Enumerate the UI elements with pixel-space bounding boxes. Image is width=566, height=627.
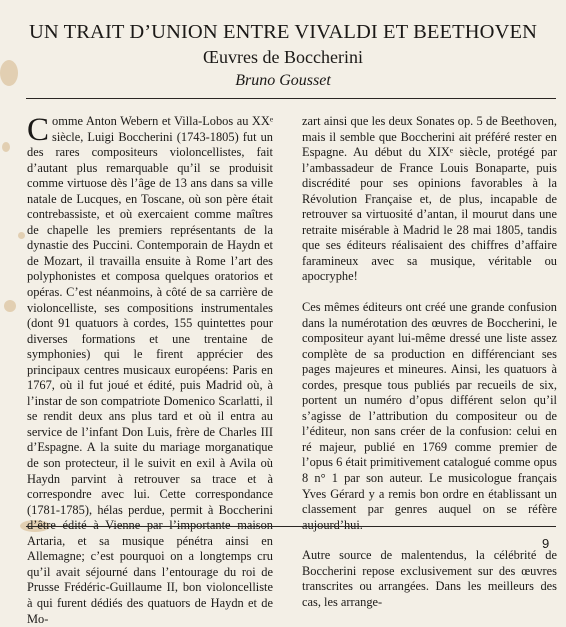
paper-stain	[2, 142, 10, 152]
paragraph-text: omme Anton Webern et Villa-Lobos au XXᵉ siècle, Luigi Boccherini (1743-1805) fut un des rares compositeurs violoncellistes, fait d’autant plus remarquable qu’il se produisit comme virtuose dès l’âge de 13 ans dans sa ville natale de Lucques, en Toscane, où son père était contrebassiste, et où exercaient comme maîtres de chapelle les premiers représentants de la dynastie des Puccini. Contemporain de Haydn et de Mozart, il travailla ensuite à Rome l’art des polyphonistes et composa quelques oratorios et opéras. C’est néanmoins, à côté de sa carrière de violoncelliste, ses compositions instrumentales (dont 91 quatuors à cordes, 155 quintettes pour diverses formations et une trentaine de symphonies) qui le firent apprécier des principaux centres musicaux européens: Paris en 1767, où il fut joué et édité, puis Madrid où, à l’instar de son compatriote Domenico Scarlatti, il se rendit deux ans plus tard et où il entra au service de l’infant Don Luis, frère de Charles III d’Espagne. A la suite du mariage morganatique de son protecteur, il le suivit en exil à Avila où Haydn parvint à retrouver sa trace et à correspondre avec lui. Cette correspondance (1781-1785), hélas perdue, permit à Boccherini d’être édité à Vienne par l’importante maison Artaria, et sa musique pénétra ainsi en Allemagne; c’est pourquoi on a longtemps cru qu’il avait séjourné dans l’entourage du roi de Prusse Frédéric-Guillaume II, bon violoncelliste à qui furent dédiés des quatuors de Haydn et de Mo-	[27, 114, 273, 626]
top-divider	[26, 98, 556, 99]
bottom-divider	[26, 526, 556, 527]
paper-stain	[4, 300, 16, 312]
page-subtitle: Œuvres de Boccherini	[203, 47, 363, 67]
text-column-left	[27, 114, 273, 627]
paper-stain	[18, 232, 25, 239]
text-column-right	[302, 114, 557, 610]
drop-cap: C	[27, 112, 50, 148]
page-title: UN TRAIT D’UNION ENTRE VIVALDI ET BEETHOVEN	[28, 21, 538, 43]
page-number: 9	[542, 536, 550, 551]
paragraph	[27, 114, 273, 627]
paragraph: Autre source de malentendus, la célébrité de Boccherini repose exclusivement sur des œuvres transcrites ou arrangées. Dans les meilleurs des cas, les arrange-	[302, 548, 557, 609]
author-name: Bruno Gousset	[235, 72, 331, 89]
paragraph: zart ainsi que les deux Sonates op. 5 de Beethoven, mais il semble que Boccherini ait préféré rester en Espagne. Au début du XIXᵉ siècle, protégé par l’ambassadeur de France Louis Bonaparte, puis discrédité pour ses opinions favorables à la Révolution Française et, de plus, incapable de retrouver sa virtuosité d’antan, il mourut dans une retraite misérable à Madrid le 28 mai 1805, tandis que ses éditeurs réalisaient des chiffres d’affaire faramineux avec sa musique, véritable ou apocryphe!	[302, 114, 557, 284]
paragraph: Ces mêmes éditeurs ont créé une grande confusion dans la numérotation des œuvres de Boccherini, le compositeur ayant lui-même dressé une liste assez complète de sa production en différenciant ses pages majeures et mineures. Ainsi, les quatuors à cordes, presque tous publiés par recueils de six, portent un numéro d’opus différent selon qu’il s’agisse de l’attribution du compositeur ou de l’éditeur, non sans créer de la confusion: celui en ré majeur, publié en 1769 comme premier de l’opus 6 était primitivement catalogué comme opus 8 n° 1 par son auteur. Le musicologue français Yves Gérard y a remis bon ordre en établissant un classement par genres auquel on se réfère aujourd’hui.	[302, 300, 557, 532]
